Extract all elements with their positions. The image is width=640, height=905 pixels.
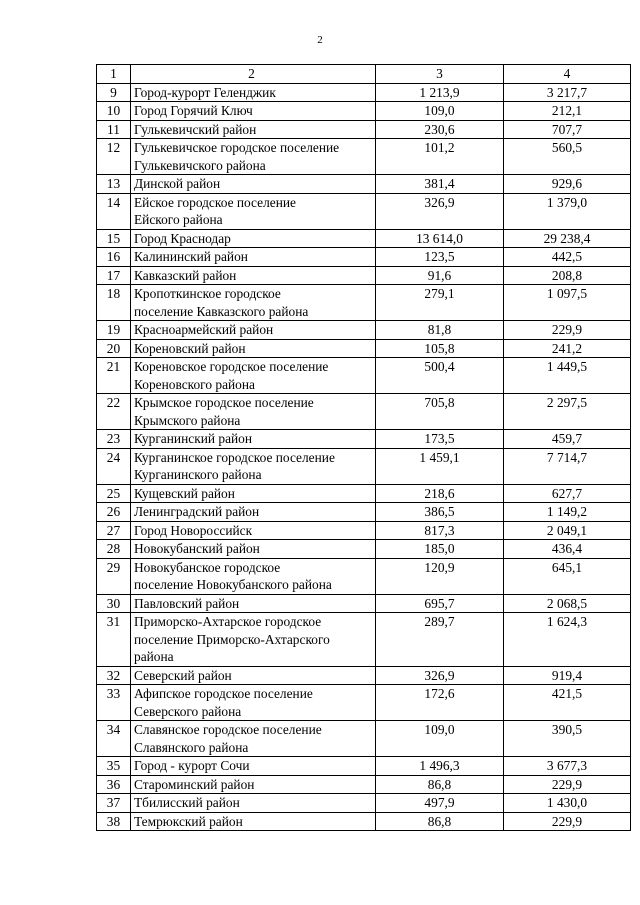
row-number-cell: 11 [97, 120, 131, 139]
value-col4-cell: 436,4 [504, 540, 631, 559]
row-number-cell: 38 [97, 812, 131, 831]
value-col4-cell: 2 297,5 [504, 394, 631, 430]
value-col3-cell: 1 459,1 [376, 448, 504, 484]
value-col4-cell: 2 068,5 [504, 594, 631, 613]
row-number-cell: 10 [97, 102, 131, 121]
table-row [97, 358, 631, 394]
value-col4-cell: 7 714,7 [504, 448, 631, 484]
row-number-cell: 23 [97, 430, 131, 449]
page-number: 2 [317, 34, 323, 46]
value-col3-cell: 173,5 [376, 430, 504, 449]
row-number-cell: 25 [97, 484, 131, 503]
value-col4-cell: 390,5 [504, 721, 631, 757]
table-row [97, 613, 631, 667]
row-number-cell: 27 [97, 521, 131, 540]
municipality-name-cell: Новокубанское городское поселение Новокубанского района [131, 558, 376, 594]
column-header-1: 1 [97, 65, 131, 84]
row-number-cell: 18 [97, 285, 131, 321]
value-col4-cell: 442,5 [504, 248, 631, 267]
row-number-cell: 34 [97, 721, 131, 757]
municipality-name-cell: Город Краснодар [131, 229, 376, 248]
row-number-cell: 16 [97, 248, 131, 267]
municipality-name-cell: Темрюкский район [131, 812, 376, 831]
table-row [97, 521, 631, 540]
value-col4-cell: 1 449,5 [504, 358, 631, 394]
municipality-name-cell: Славянское городское поселение Славянского района [131, 721, 376, 757]
row-number-cell: 17 [97, 266, 131, 285]
value-col4-cell: 229,9 [504, 812, 631, 831]
municipality-name-cell: Гулькевичский район [131, 120, 376, 139]
table-row [97, 193, 631, 229]
municipality-name-cell: Город-курорт Геленджик [131, 83, 376, 102]
value-col4-cell: 919,4 [504, 666, 631, 685]
table-row [97, 794, 631, 813]
table-row [97, 175, 631, 194]
municipality-name-cell: Новокубанский район [131, 540, 376, 559]
column-header-2: 2 [131, 65, 376, 84]
value-col3-cell: 91,6 [376, 266, 504, 285]
value-col3-cell: 120,9 [376, 558, 504, 594]
row-number-cell: 29 [97, 558, 131, 594]
value-col4-cell: 627,7 [504, 484, 631, 503]
value-col3-cell: 326,9 [376, 193, 504, 229]
value-col3-cell: 381,4 [376, 175, 504, 194]
municipality-name-cell: Город Горячий Ключ [131, 102, 376, 121]
row-number-cell: 31 [97, 613, 131, 667]
value-col3-cell: 123,5 [376, 248, 504, 267]
row-number-cell: 13 [97, 175, 131, 194]
municipality-name-cell: Ленинградский район [131, 503, 376, 522]
value-col4-cell: 3 217,7 [504, 83, 631, 102]
row-number-cell: 30 [97, 594, 131, 613]
table-row [97, 721, 631, 757]
row-number-cell: 33 [97, 685, 131, 721]
table-row [97, 757, 631, 776]
table-row [97, 229, 631, 248]
value-col4-cell: 1 097,5 [504, 285, 631, 321]
value-col4-cell: 208,8 [504, 266, 631, 285]
municipality-name-cell: Курганинский район [131, 430, 376, 449]
value-col3-cell: 705,8 [376, 394, 504, 430]
municipality-name-cell: Тбилисский район [131, 794, 376, 813]
table-row [97, 594, 631, 613]
data-table [96, 64, 631, 831]
table-row [97, 812, 631, 831]
table-row [97, 285, 631, 321]
municipality-name-cell: Город Новороссийск [131, 521, 376, 540]
row-number-cell: 32 [97, 666, 131, 685]
municipality-name-cell: Северский район [131, 666, 376, 685]
value-col3-cell: 172,6 [376, 685, 504, 721]
table-row [97, 666, 631, 685]
municipality-name-cell: Кущевский район [131, 484, 376, 503]
municipality-name-cell: Кавказский район [131, 266, 376, 285]
row-number-cell: 12 [97, 139, 131, 175]
value-col3-cell: 13 614,0 [376, 229, 504, 248]
value-col4-cell: 459,7 [504, 430, 631, 449]
row-number-cell: 37 [97, 794, 131, 813]
value-col4-cell: 229,9 [504, 321, 631, 340]
row-number-cell: 14 [97, 193, 131, 229]
row-number-cell: 21 [97, 358, 131, 394]
municipality-name-cell: Афипское городское поселение Северского района [131, 685, 376, 721]
row-number-cell: 35 [97, 757, 131, 776]
value-col3-cell: 230,6 [376, 120, 504, 139]
municipality-name-cell: Красноармейский район [131, 321, 376, 340]
municipality-name-cell: Калининский район [131, 248, 376, 267]
table-row [97, 102, 631, 121]
table-row [97, 139, 631, 175]
value-col4-cell: 241,2 [504, 339, 631, 358]
row-number-cell: 9 [97, 83, 131, 102]
value-col3-cell: 109,0 [376, 721, 504, 757]
value-col3-cell: 109,0 [376, 102, 504, 121]
value-col4-cell: 707,7 [504, 120, 631, 139]
municipality-name-cell: Курганинское городское поселение Курганинского района [131, 448, 376, 484]
value-col3-cell: 101,2 [376, 139, 504, 175]
municipality-name-cell: Кореновский район [131, 339, 376, 358]
value-col3-cell: 500,4 [376, 358, 504, 394]
value-col3-cell: 817,3 [376, 521, 504, 540]
municipality-name-cell: Кропоткинское городское поселение Кавказского района [131, 285, 376, 321]
row-number-cell: 22 [97, 394, 131, 430]
value-col4-cell: 212,1 [504, 102, 631, 121]
municipality-name-cell: Приморско-Ахтарское городское поселение Приморско-Ахтарского района [131, 613, 376, 667]
table-row [97, 83, 631, 102]
table-row [97, 430, 631, 449]
value-col3-cell: 1 213,9 [376, 83, 504, 102]
value-col3-cell: 185,0 [376, 540, 504, 559]
municipality-name-cell: Староминский район [131, 775, 376, 794]
row-number-cell: 24 [97, 448, 131, 484]
municipality-name-cell: Город - курорт Сочи [131, 757, 376, 776]
table-row [97, 685, 631, 721]
value-col3-cell: 497,9 [376, 794, 504, 813]
value-col4-cell: 1 430,0 [504, 794, 631, 813]
table-row [97, 120, 631, 139]
value-col3-cell: 279,1 [376, 285, 504, 321]
value-col4-cell: 1 624,3 [504, 613, 631, 667]
municipality-name-cell: Ейское городское поселение Ейского района [131, 193, 376, 229]
municipality-name-cell: Крымское городское поселение Крымского района [131, 394, 376, 430]
table-row [97, 448, 631, 484]
municipality-name-cell: Динской район [131, 175, 376, 194]
value-col4-cell: 1 379,0 [504, 193, 631, 229]
table-row [97, 503, 631, 522]
value-col4-cell: 929,6 [504, 175, 631, 194]
table-row [97, 339, 631, 358]
value-col3-cell: 289,7 [376, 613, 504, 667]
value-col3-cell: 326,9 [376, 666, 504, 685]
table-row [97, 484, 631, 503]
row-number-cell: 15 [97, 229, 131, 248]
row-number-cell: 19 [97, 321, 131, 340]
table-header-row [97, 65, 631, 84]
table-row [97, 540, 631, 559]
table-body [97, 65, 631, 831]
row-number-cell: 28 [97, 540, 131, 559]
table-row [97, 558, 631, 594]
value-col3-cell: 386,5 [376, 503, 504, 522]
value-col4-cell: 29 238,4 [504, 229, 631, 248]
value-col4-cell: 2 049,1 [504, 521, 631, 540]
value-col3-cell: 86,8 [376, 812, 504, 831]
municipality-name-cell: Кореновское городское поселение Кореновского района [131, 358, 376, 394]
municipality-name-cell: Гулькевичское городское поселение Гулькевичского района [131, 139, 376, 175]
table-row [97, 775, 631, 794]
value-col4-cell: 645,1 [504, 558, 631, 594]
value-col3-cell: 105,8 [376, 339, 504, 358]
column-header-4: 4 [504, 65, 631, 84]
value-col3-cell: 1 496,3 [376, 757, 504, 776]
value-col4-cell: 229,9 [504, 775, 631, 794]
value-col4-cell: 3 677,3 [504, 757, 631, 776]
row-number-cell: 36 [97, 775, 131, 794]
column-header-3: 3 [376, 65, 504, 84]
value-col3-cell: 86,8 [376, 775, 504, 794]
table-row [97, 266, 631, 285]
row-number-cell: 26 [97, 503, 131, 522]
table-row [97, 394, 631, 430]
value-col3-cell: 695,7 [376, 594, 504, 613]
value-col4-cell: 421,5 [504, 685, 631, 721]
value-col4-cell: 1 149,2 [504, 503, 631, 522]
value-col3-cell: 81,8 [376, 321, 504, 340]
value-col4-cell: 560,5 [504, 139, 631, 175]
table-row [97, 248, 631, 267]
table-row [97, 321, 631, 340]
value-col3-cell: 218,6 [376, 484, 504, 503]
row-number-cell: 20 [97, 339, 131, 358]
municipality-name-cell: Павловский район [131, 594, 376, 613]
